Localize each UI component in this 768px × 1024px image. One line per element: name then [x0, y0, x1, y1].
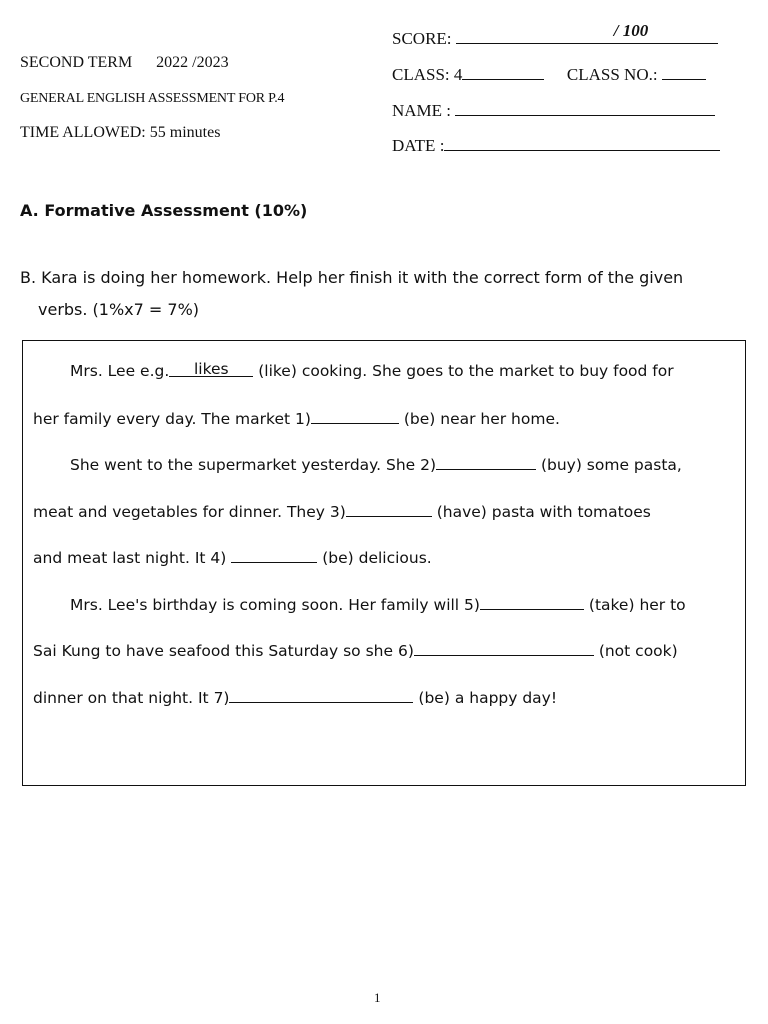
class-row	[392, 65, 706, 85]
passage-text: (take) her to	[588, 596, 686, 614]
passage-text: She went to the supermarket yesterday. She 2)	[70, 456, 437, 474]
example-answer: likes	[193, 360, 229, 378]
passage-text: (be) near her home.	[403, 410, 560, 428]
passage-text: (not cook)	[598, 642, 678, 660]
time-allowed: TIME ALLOWED: 55 minutes	[20, 124, 221, 141]
passage-text: (have) pasta with tomatoes	[436, 503, 651, 521]
page-number: 1	[374, 990, 381, 1005]
date-field[interactable]	[444, 136, 720, 151]
answer-field-4[interactable]	[231, 548, 317, 563]
passage-line-6	[70, 595, 686, 614]
score-label: SCORE:	[392, 29, 452, 48]
answer-field-2[interactable]	[436, 455, 536, 470]
assessment-title: GENERAL ENGLISH ASSESSMENT FOR P.4	[20, 91, 285, 106]
passage-line-2	[33, 409, 560, 428]
section-a-title: A. Formative Assessment (10%)	[20, 201, 308, 220]
passage-text: Mrs. Lee e.g.	[70, 362, 170, 380]
class-no-field[interactable]	[662, 65, 706, 80]
name-label: NAME :	[392, 101, 452, 120]
passage-text: her family every day. The market 1)	[33, 410, 311, 428]
passage-text: Mrs. Lee's birthday is coming soon. Her family will 5)	[70, 596, 480, 614]
score-total: / 100	[613, 21, 649, 40]
passage-line-4	[33, 502, 651, 521]
passage-line-5	[33, 548, 432, 567]
name-field[interactable]	[455, 101, 715, 116]
term-text: SECOND TERM	[20, 54, 133, 71]
answer-field-1[interactable]	[311, 409, 399, 424]
name-row	[392, 101, 715, 121]
answer-field-3[interactable]	[346, 502, 432, 517]
passage-line-7	[33, 641, 678, 660]
passage-text: and meat last night. It 4)	[33, 549, 227, 567]
passage-text: (buy) some pasta,	[540, 456, 682, 474]
passage-line-1	[70, 362, 674, 380]
section-b-instruction-line2: verbs. (1%x7 = 7%)	[38, 300, 200, 319]
passage-text: dinner on that night. It 7)	[33, 689, 230, 707]
passage-line-8	[33, 688, 557, 707]
passage-line-3	[70, 455, 682, 474]
date-row	[392, 136, 720, 156]
passage-text: meat and vegetables for dinner. They 3)	[33, 503, 346, 521]
passage-text: (like) cooking. She goes to the market to buy food for	[258, 362, 674, 380]
term-label	[20, 54, 229, 72]
example-answer-field	[169, 362, 253, 377]
year-text: 2022 /2023	[156, 54, 229, 71]
answer-field-6[interactable]	[414, 641, 594, 656]
passage-text: (be) delicious.	[322, 549, 432, 567]
answer-field-5[interactable]	[480, 595, 584, 610]
passage-text: (be) a happy day!	[418, 689, 558, 707]
passage-text: Sai Kung to have seafood this Saturday so she 6)	[33, 642, 414, 660]
answer-field-7[interactable]	[229, 688, 413, 703]
section-b-instruction-line1: B. Kara is doing her homework. Help her finish it with the correct form of the given	[20, 268, 684, 287]
class-label: CLASS: 4	[392, 65, 463, 84]
class-field[interactable]	[462, 65, 544, 80]
score-field[interactable]	[456, 21, 718, 44]
class-no-label: CLASS NO.:	[566, 65, 658, 84]
date-label: DATE :	[392, 136, 445, 155]
score-row	[392, 21, 718, 49]
